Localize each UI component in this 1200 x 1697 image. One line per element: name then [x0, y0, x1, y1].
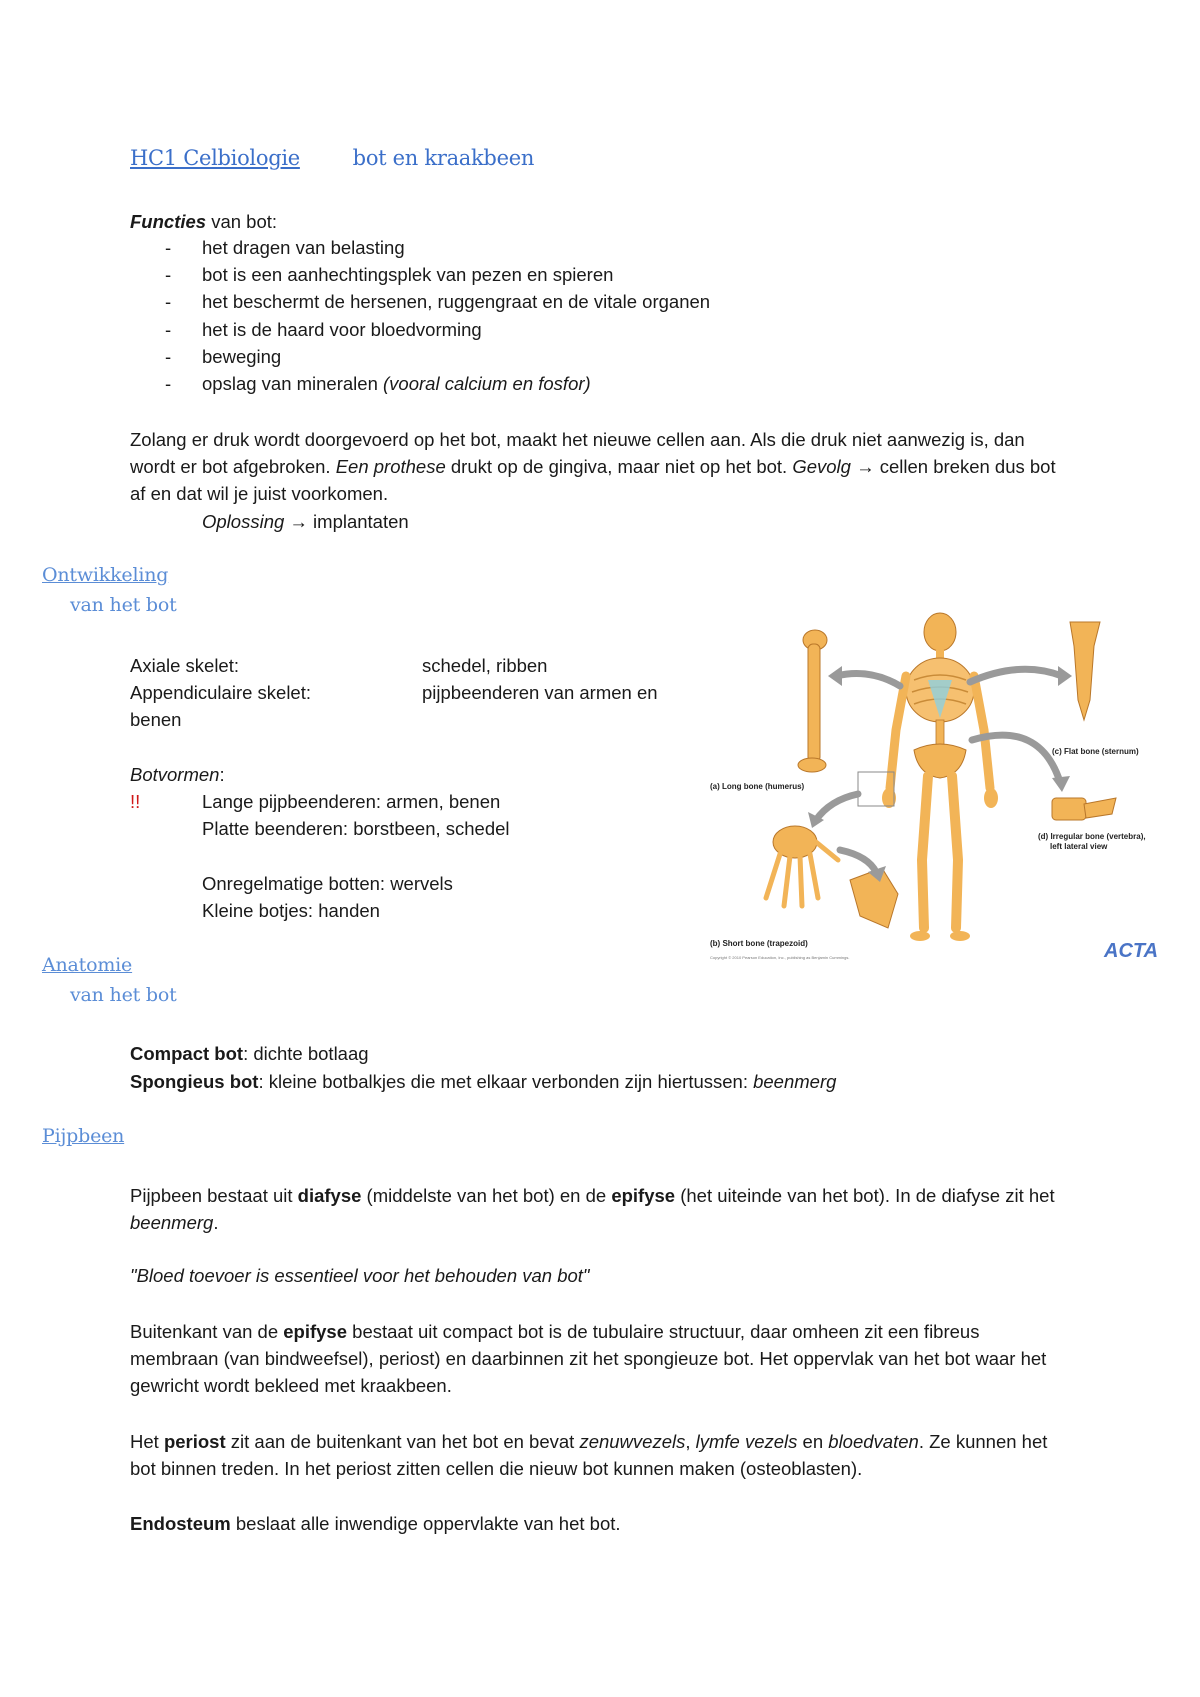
- term-periost: periost: [163, 1431, 226, 1452]
- figure-copyright: Copyright © 2010 Pearson Education, Inc., publishing as Benjamin Cummings.: [710, 955, 850, 960]
- quote-text: "Bloed toevoer is essentieel voor het behouden van bot": [130, 1265, 590, 1286]
- text: ,: [685, 1431, 696, 1452]
- section-heading-ontwikkeling[interactable]: Ontwikkeling: [42, 564, 169, 586]
- oplossing-line: [202, 508, 409, 535]
- bullet: -: [165, 264, 172, 285]
- term-endosteum: Endosteum: [130, 1513, 231, 1534]
- text: . Ze kunnen het bot binnen treden. In het periost zitten cellen die nieuw bot kunnen maken (osteoblasten).: [130, 1431, 1048, 1479]
- label-flat-bone: (c) Flat bone (sternum): [1052, 747, 1139, 756]
- vertebra-icon: [1052, 798, 1116, 820]
- label-long-bone: (a) Long bone (humerus): [710, 782, 805, 791]
- quote: [130, 1262, 590, 1289]
- druk-italic-2: Gevolg: [792, 456, 851, 477]
- bullet: -: [165, 373, 172, 394]
- bullet: -: [165, 291, 172, 312]
- botvorm-item: Onregelmatige botten: wervels: [202, 873, 453, 894]
- term-epifyse: epifyse: [611, 1185, 676, 1206]
- botvorm-item: Platte beenderen: borstbeen, schedel: [202, 818, 510, 839]
- pijpbeen-paragraph-4: [130, 1428, 1070, 1482]
- compact-bot-line: [130, 1040, 369, 1067]
- append-wrap: benen: [130, 709, 182, 730]
- italic-term: lymfe vezels: [695, 1431, 798, 1452]
- section-heading-pijpbeen[interactable]: Pijpbeen: [42, 1125, 125, 1147]
- list-item-text: het beschermt de hersenen, ruggengraat en de vitale organen: [202, 291, 711, 312]
- hand-icon: [766, 826, 838, 906]
- list-item-text: [202, 370, 591, 397]
- oplossing-italic: Oplossing: [202, 511, 285, 532]
- spongieus-bot-term: Spongieus bot: [130, 1071, 259, 1092]
- oplossing-text: → implantaten: [284, 511, 409, 532]
- page-title: [130, 146, 534, 170]
- spongieus-bot-line: [130, 1068, 836, 1095]
- italic-beenmerg: beenmerg: [130, 1212, 214, 1233]
- endosteum-line: [130, 1510, 621, 1537]
- botvorm-item: Kleine botjes: handen: [202, 900, 380, 921]
- druk-paragraph: [130, 426, 1070, 507]
- acta-logo: ACTA: [1104, 940, 1159, 962]
- text: en: [797, 1431, 829, 1452]
- list-item-text: beweging: [202, 346, 282, 367]
- title-subtitle: bot en kraakbeen: [352, 146, 535, 170]
- bullet: -: [165, 319, 172, 340]
- botvormen-colon: :: [219, 764, 225, 785]
- text: Pijpbeen bestaat uit: [130, 1185, 298, 1206]
- druk-italic: Een prothese: [335, 456, 446, 477]
- text: (middelste van het bot) en de: [361, 1185, 612, 1206]
- druk-text: Zolang er druk wordt doorgevoerd op het bot, maakt het nieuwe cellen aan. Als die druk niet aanwezig is, dan wordt er bot afgebroken.: [130, 429, 1025, 477]
- botvorm-item: Lange pijpbeenderen: armen, benen: [202, 791, 501, 812]
- section-sub-anatomie: van het bot: [70, 984, 177, 1006]
- section-sub-ontwikkeling: van het bot: [70, 594, 177, 616]
- list-item-text: het is de haard voor bloedvorming: [202, 319, 482, 340]
- list-item-text: het dragen van belasting: [202, 237, 405, 258]
- term-diafyse: diafyse: [297, 1185, 362, 1206]
- text: Buitenkant van de: [130, 1321, 284, 1342]
- text: .: [213, 1212, 219, 1233]
- axiale-label: Axiale skelet:: [130, 655, 239, 676]
- spongieus-bot-italic: beenmerg: [753, 1071, 837, 1092]
- pijpbeen-paragraph-1: [130, 1182, 1070, 1236]
- title-main[interactable]: HC1 Celbiologie: [130, 146, 300, 170]
- warning-mark: !!: [130, 791, 141, 812]
- bullet: -: [165, 346, 172, 367]
- italic-term: bloedvaten: [828, 1431, 919, 1452]
- label-irregular-bone: (d) Irregular bone (vertebra),: [1038, 832, 1146, 841]
- druk-text-c: → cellen breken dus bot af en dat wil je juist voorkomen.: [130, 456, 1056, 504]
- sternum-icon: [1070, 622, 1100, 720]
- label-irregular-bone-2: left lateral view: [1050, 842, 1108, 851]
- text: (het uiteinde van het bot). In de diafyse zit het: [675, 1185, 1055, 1206]
- functies-heading: [130, 208, 277, 235]
- druk-text-b: drukt op de gingiva, maar niet op het bot.: [445, 456, 793, 477]
- botvormen-heading: [130, 761, 225, 788]
- compact-bot-term: Compact bot: [130, 1043, 244, 1064]
- label-short-bone: (b) Short bone (trapezoid): [710, 939, 808, 948]
- list-item-text-plain: opslag van mineralen: [202, 373, 383, 394]
- functies-bold: Functies: [130, 211, 207, 232]
- botvormen-italic: Botvormen: [130, 764, 220, 785]
- append-value: pijpbeenderen van armen en: [422, 682, 658, 703]
- bullet: -: [165, 237, 172, 258]
- compact-bot-def: : dichte botlaag: [243, 1043, 369, 1064]
- text: Het: [130, 1431, 164, 1452]
- functies-rest: van bot:: [206, 211, 278, 232]
- text: beslaat alle inwendige oppervlakte van het bot.: [230, 1513, 621, 1534]
- section-heading-anatomie[interactable]: Anatomie: [42, 954, 133, 976]
- append-label: Appendiculaire skelet:: [130, 682, 311, 703]
- list-item-text-italic: (vooral calcium en fosfor): [383, 373, 591, 394]
- text: bestaat uit compact bot is de tubulaire structuur, daar omheen zit een fibreus membraan (van bindweefsel), periost) en daarbinnen zit het spongieuze bot. Het oppervlak van het bot waar het gewricht wordt bekleed met kraakbeen.: [130, 1321, 1047, 1396]
- italic-term: zenuwvezels: [579, 1431, 686, 1452]
- skeleton-figure: [700, 610, 1180, 970]
- text: zit aan de buitenkant van het bot en bevat: [225, 1431, 580, 1452]
- list-item-text: bot is een aanhechtingsplek van pezen en spieren: [202, 264, 614, 285]
- pijpbeen-paragraph-3: [130, 1318, 1070, 1399]
- axiale-value: schedel, ribben: [422, 655, 548, 676]
- term-epifyse: epifyse: [283, 1321, 348, 1342]
- humerus-icon: [798, 630, 827, 772]
- spongieus-bot-def: : kleine botbalkjes die met elkaar verbonden zijn hiertussen:: [258, 1071, 754, 1092]
